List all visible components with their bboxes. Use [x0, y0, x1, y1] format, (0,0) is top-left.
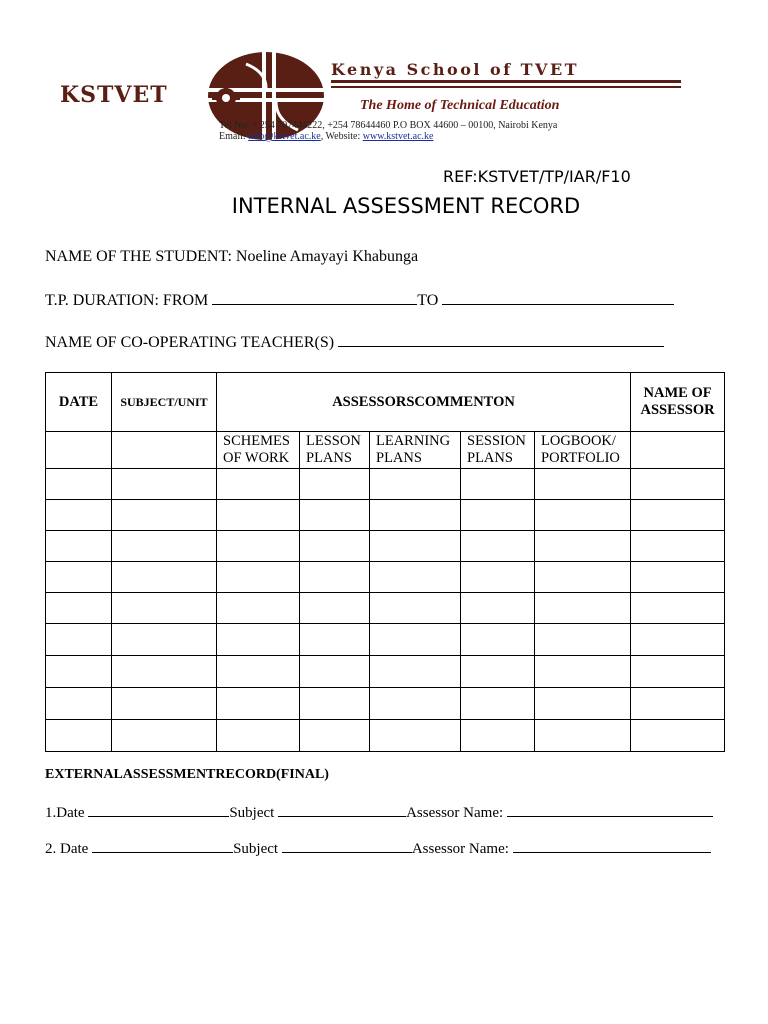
- page-title: INTERNAL ASSESSMENT RECORD: [231, 194, 581, 218]
- website-label: , Website:: [320, 131, 361, 142]
- criterion-line: SESSION: [467, 433, 526, 449]
- table-cell[interactable]: [46, 624, 112, 656]
- table-cell[interactable]: [217, 562, 300, 593]
- school-name: Kenya School of TVET: [331, 60, 580, 79]
- table-cell[interactable]: [300, 688, 370, 720]
- assessor-name-column-header: [631, 373, 725, 432]
- gear-icon: [208, 84, 244, 112]
- table-row: [46, 688, 725, 720]
- table-cell[interactable]: [46, 688, 112, 720]
- table-cell[interactable]: [535, 562, 631, 593]
- table-cell[interactable]: [370, 531, 461, 562]
- email-website-line: [219, 131, 433, 142]
- table-cell[interactable]: [535, 593, 631, 624]
- table-cell[interactable]: [535, 656, 631, 688]
- to-date-blank[interactable]: [442, 290, 674, 305]
- assessor-comment-header: ASSESSORSCOMMENTON: [217, 373, 631, 432]
- email-label: Email:: [219, 131, 246, 142]
- tp-duration-field: [45, 290, 674, 310]
- table-cell[interactable]: [535, 500, 631, 531]
- entry-number: 2.: [45, 841, 57, 857]
- table-cell[interactable]: [535, 469, 631, 500]
- table-cell[interactable]: [300, 469, 370, 500]
- student-name-value[interactable]: Noeline Amayayi Khabunga: [235, 248, 419, 265]
- criterion-line: OF WORK: [223, 450, 290, 466]
- table-cell[interactable]: [46, 500, 112, 531]
- assessment-table: [45, 372, 725, 752]
- table-cell[interactable]: [112, 593, 217, 624]
- criterion-line: LEARNING: [376, 433, 451, 449]
- table-cell[interactable]: [112, 531, 217, 562]
- assessor-name-blank[interactable]: [507, 802, 713, 817]
- table-cell[interactable]: [46, 432, 112, 469]
- date-label: Date: [56, 805, 85, 821]
- table-cell[interactable]: [112, 469, 217, 500]
- table-cell[interactable]: [217, 469, 300, 500]
- table-cell[interactable]: [631, 593, 725, 624]
- table-cell[interactable]: [370, 656, 461, 688]
- criterion-session-plans: [461, 432, 535, 469]
- table-header-row: [46, 373, 725, 432]
- criterion-schemes-of-work: [217, 432, 300, 469]
- subject-label: Subject: [229, 805, 275, 821]
- table-cell[interactable]: [112, 656, 217, 688]
- table-cell[interactable]: [46, 469, 112, 500]
- table-cell[interactable]: [461, 688, 535, 720]
- table-cell[interactable]: [300, 562, 370, 593]
- table-cell[interactable]: [112, 688, 217, 720]
- table-row: [46, 720, 725, 752]
- table-cell[interactable]: [300, 500, 370, 531]
- student-name-field: [45, 248, 418, 266]
- criterion-line: PLANS: [376, 450, 422, 466]
- criterion-line: LESSON: [306, 433, 361, 449]
- table-cell[interactable]: [217, 531, 300, 562]
- table-cell[interactable]: [112, 500, 217, 531]
- assessor-name-label: Assessor Name:: [411, 841, 509, 857]
- table-cell[interactable]: [535, 531, 631, 562]
- table-cell[interactable]: [112, 720, 217, 752]
- table-cell[interactable]: [217, 656, 300, 688]
- contact-line: Tel No: + 254 707444222, +254 78644460 P.O BOX 44600 – 00100, Nairobi Kenya: [219, 120, 558, 131]
- table-row: [46, 500, 725, 531]
- table-cell[interactable]: [112, 432, 217, 469]
- assessor-header-line1: NAME OF: [643, 385, 712, 401]
- table-row: [46, 562, 725, 593]
- table-cell[interactable]: [46, 656, 112, 688]
- table-cell[interactable]: [112, 624, 217, 656]
- website-link[interactable]: www.kstvet.ac.ke: [362, 131, 434, 142]
- table-cell[interactable]: [631, 432, 725, 469]
- table-row: [46, 469, 725, 500]
- criteria-row: [46, 432, 725, 469]
- table-cell[interactable]: [370, 688, 461, 720]
- table-cell[interactable]: [461, 469, 535, 500]
- assessor-header-line2: ASSESSOR: [640, 402, 715, 418]
- reference-code: REF:KSTVET/TP/IAR/F10: [443, 167, 631, 186]
- assessment-entries: [46, 469, 725, 752]
- table-cell[interactable]: [631, 656, 725, 688]
- external-entry-1: [45, 802, 713, 822]
- table-cell[interactable]: [631, 624, 725, 656]
- table-row: [46, 624, 725, 656]
- subject-blank[interactable]: [278, 802, 406, 817]
- table-cell[interactable]: [370, 720, 461, 752]
- co-operating-teacher-blank[interactable]: [338, 332, 664, 347]
- table-cell[interactable]: [370, 593, 461, 624]
- assessor-name-label: Assessor Name:: [406, 805, 504, 821]
- date-blank[interactable]: [92, 838, 233, 853]
- table-cell[interactable]: [461, 500, 535, 531]
- table-cell[interactable]: [461, 562, 535, 593]
- tagline: The Home of Technical Education: [360, 98, 560, 113]
- email-link[interactable]: info@kstvet.ac.ke: [248, 131, 321, 142]
- criterion-line: PLANS: [467, 450, 513, 466]
- table-cell[interactable]: [217, 688, 300, 720]
- table-cell[interactable]: [461, 531, 535, 562]
- table-cell[interactable]: [46, 562, 112, 593]
- table-cell[interactable]: [217, 720, 300, 752]
- subject-label: Subject: [233, 841, 279, 857]
- header-rule: [331, 80, 681, 83]
- table-row: [46, 531, 725, 562]
- table-row: [46, 593, 725, 624]
- criterion-line: PORTFOLIO: [541, 450, 620, 466]
- table-cell[interactable]: [300, 624, 370, 656]
- criterion-logbook-portfolio: [535, 432, 631, 469]
- table-cell[interactable]: [112, 562, 217, 593]
- criterion-line: LOGBOOK/: [541, 433, 616, 449]
- table-cell[interactable]: [461, 593, 535, 624]
- co-operating-teacher-label: NAME OF CO-OPERATING TEACHER(S): [45, 334, 335, 351]
- assessor-name-blank[interactable]: [513, 838, 711, 853]
- date-column-header: DATE: [46, 373, 112, 432]
- table-cell[interactable]: [370, 562, 461, 593]
- table-cell[interactable]: [631, 469, 725, 500]
- external-entry-2: [45, 838, 711, 858]
- table-cell[interactable]: [461, 624, 535, 656]
- table-cell[interactable]: [370, 624, 461, 656]
- table-cell[interactable]: [461, 656, 535, 688]
- table-cell[interactable]: [461, 720, 535, 752]
- table-cell[interactable]: [217, 500, 300, 531]
- table-cell[interactable]: [631, 531, 725, 562]
- logo-wordmark: KSTVET: [60, 82, 168, 108]
- table-cell[interactable]: [535, 624, 631, 656]
- co-operating-teacher-field: [45, 332, 664, 352]
- table-cell[interactable]: [631, 688, 725, 720]
- table-row: [46, 656, 725, 688]
- criterion-line: SCHEMES: [223, 433, 290, 449]
- criterion-learning-plans: [370, 432, 461, 469]
- table-cell[interactable]: [370, 500, 461, 531]
- table-cell[interactable]: [631, 562, 725, 593]
- table-cell[interactable]: [300, 720, 370, 752]
- entry-number: 1.: [45, 805, 57, 821]
- to-label: TO: [417, 292, 439, 309]
- header-rule: [331, 86, 681, 88]
- table-cell[interactable]: [217, 624, 300, 656]
- criterion-lesson-plans: [300, 432, 370, 469]
- table-cell[interactable]: [46, 593, 112, 624]
- date-label: Date: [56, 841, 89, 857]
- table-cell[interactable]: [631, 720, 725, 752]
- table-cell[interactable]: [300, 593, 370, 624]
- subject-column-header: SUBJECT/UNIT: [112, 373, 217, 432]
- date-blank[interactable]: [88, 802, 229, 817]
- table-cell[interactable]: [46, 531, 112, 562]
- from-date-blank[interactable]: [212, 290, 417, 305]
- external-assessment-title: EXTERNALASSESSMENTRECORD(FINAL): [45, 767, 329, 782]
- table-cell[interactable]: [370, 469, 461, 500]
- table-cell[interactable]: [217, 593, 300, 624]
- table-cell[interactable]: [535, 720, 631, 752]
- letterhead: [58, 46, 688, 148]
- table-cell[interactable]: [535, 688, 631, 720]
- subject-blank[interactable]: [282, 838, 412, 853]
- table-cell[interactable]: [631, 500, 725, 531]
- table-cell[interactable]: [300, 531, 370, 562]
- tp-duration-label: T.P. DURATION: FROM: [45, 292, 209, 309]
- table-cell[interactable]: [46, 720, 112, 752]
- student-name-label: NAME OF THE STUDENT:: [45, 248, 232, 265]
- criterion-line: PLANS: [306, 450, 352, 466]
- table-cell[interactable]: [300, 656, 370, 688]
